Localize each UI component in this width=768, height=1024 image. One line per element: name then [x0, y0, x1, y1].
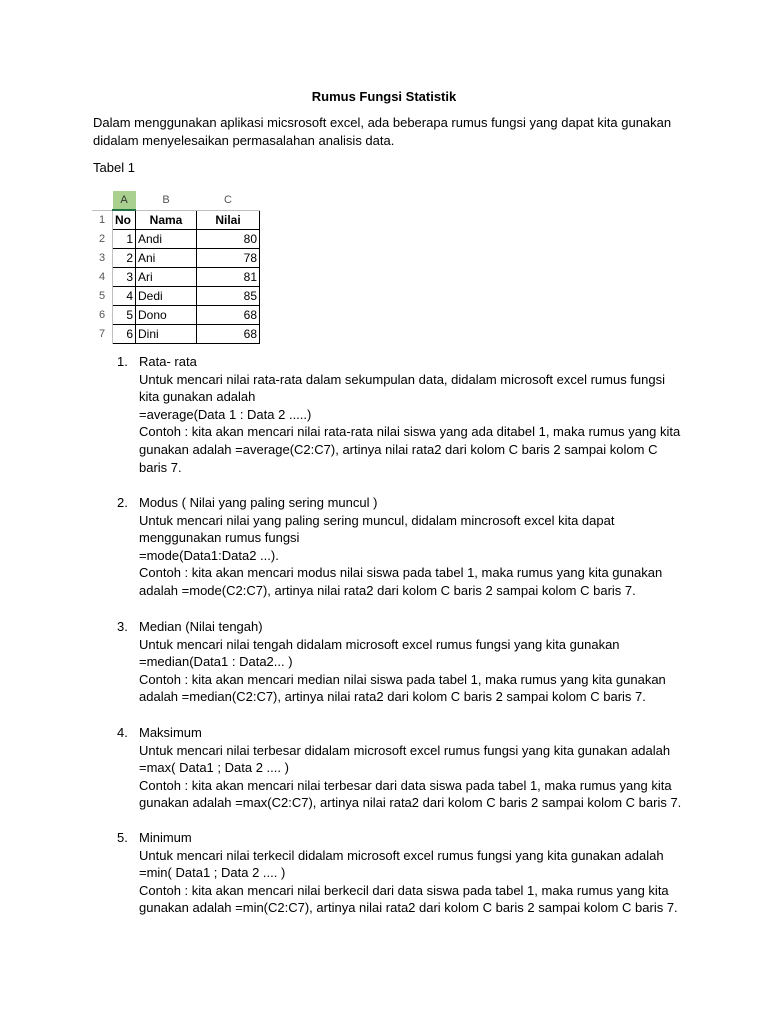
- cell-nama: Ani: [136, 249, 197, 268]
- cell-no: 5: [113, 306, 136, 325]
- item-number: 2.: [117, 495, 128, 510]
- table-row: [92, 306, 260, 325]
- table-row: [92, 325, 260, 344]
- item-formula: =min( Data1 ; Data 2 .... ): [139, 865, 286, 881]
- row-number: 7: [92, 325, 113, 344]
- item-description: Untuk mencari nilai rata-rata dalam sekumpulan data, didalam microsoft excel rumus fungsi kita gunakan adalah: [139, 371, 666, 405]
- cell-nilai: 80: [197, 230, 260, 249]
- item-number: 3.: [117, 619, 128, 634]
- intro-paragraph: Dalam menggunakan aplikasi micsrosoft excel, ada beberapa rumus fungsi yang dapat kita gunakan didalam menyelesaikan permasalahan analisis data.: [93, 115, 672, 148]
- cell-nama: Dedi: [136, 287, 197, 306]
- cell-nama: Ari: [136, 268, 197, 287]
- header-cell-nama: Nama: [136, 210, 197, 230]
- column-header-b: B: [136, 191, 197, 210]
- row-number: 2: [92, 230, 113, 249]
- item-heading: Minimum: [139, 830, 192, 845]
- item-example: Contoh : kita akan mencari median nilai siswa pada tabel 1, maka rumus yang kita gunakan adalah =median(C2:C7), artinya nilai rata2 dari kolom C baris 2 sampai kolom C baris 7.: [139, 671, 666, 705]
- header-cell-no: No: [113, 210, 136, 230]
- header-cell-nilai: Nilai: [197, 210, 260, 230]
- cell-nilai: 78: [197, 249, 260, 268]
- item-description: Untuk mencari nilai terbesar didalam microsoft excel rumus fungsi yang kita gunakan adalah: [139, 742, 671, 758]
- item-number: 5.: [117, 830, 128, 845]
- item-example: Contoh : kita akan mencari nilai berkecil dari data siswa pada tabel 1, maka rumus yang kita gunakan adalah =min(C2:C7), artinya nilai rata2 dari kolom C baris 2 sampai kolom C baris 7.: [139, 882, 678, 916]
- column-header-row: [92, 191, 260, 210]
- row-number: 5: [92, 287, 113, 306]
- table-row: [92, 230, 260, 249]
- table-row: [92, 287, 260, 306]
- cell-no: 4: [113, 287, 136, 306]
- cell-nilai: 81: [197, 268, 260, 287]
- item-formula: =median(Data1 : Data2... ): [139, 654, 293, 670]
- item-heading: Rata- rata: [139, 354, 197, 369]
- item-heading: Median (Nilai tengah): [139, 619, 263, 634]
- item-example: Contoh : kita akan mencari nilai terbesar dari data siswa pada tabel 1, maka rumus yang kita gunakan adalah =max(C2:C7), artinya nilai rata2 dari kolom C baris 2 sampai kolom C baris 7.: [139, 777, 682, 811]
- document-title: Rumus Fungsi Statistik: [311, 89, 457, 104]
- item-example: Contoh : kita akan mencari nilai rata-rata nilai siswa yang ada ditabel 1, maka rumus yang kita gunakan adalah =average(C2:C7), artinya nilai rata2 dari kolom C baris 2 sampai kolom C baris 7.: [139, 424, 681, 475]
- spreadsheet-table: [92, 191, 260, 344]
- item-number: 1.: [117, 354, 128, 369]
- item-example: Contoh : kita akan mencari modus nilai siswa pada tabel 1, maka rumus yang kita gunakan adalah =mode(C2:C7), artinya nilai rata2 dari kolom C baris 2 sampai kolom C baris 7.: [139, 565, 663, 598]
- cell-nama: Andi: [136, 230, 197, 249]
- table-row: [92, 249, 260, 268]
- table-label: Tabel 1: [93, 160, 135, 175]
- column-header-c: C: [197, 191, 260, 210]
- row-number: 1: [92, 210, 113, 230]
- column-header-a: A: [113, 191, 136, 210]
- cell-no: 6: [113, 325, 136, 344]
- cell-nilai: 68: [197, 306, 260, 325]
- item-formula: =max( Data1 ; Data 2 .... ): [139, 760, 289, 776]
- cell-nilai: 85: [197, 287, 260, 306]
- table-header-row: [92, 210, 260, 230]
- item-formula: =average(Data 1 : Data 2 .....): [139, 406, 312, 422]
- item-description: Untuk mencari nilai terkecil didalam microsoft excel rumus fungsi yang kita gunakan adalah: [139, 847, 664, 863]
- item-heading: Modus ( Nilai yang paling sering muncul ): [139, 495, 378, 510]
- cell-no: 3: [113, 268, 136, 287]
- item-description: Untuk mencari nilai yang paling sering muncul, didalam mincrosoft excel kita dapat menggunakan rumus fungsi: [139, 512, 615, 546]
- row-number: 3: [92, 249, 113, 268]
- cell-no: 1: [113, 230, 136, 249]
- table-row: [92, 268, 260, 287]
- cell-nilai: 68: [197, 325, 260, 344]
- corner-cell: [92, 191, 113, 210]
- row-number: 4: [92, 268, 113, 287]
- item-heading: Maksimum: [139, 725, 202, 740]
- cell-nama: Dono: [136, 306, 197, 325]
- row-number: 6: [92, 306, 113, 325]
- cell-no: 2: [113, 249, 136, 268]
- item-description: Untuk mencari nilai tengah didalam microsoft excel rumus fungsi yang kita gunakan: [139, 636, 620, 652]
- item-formula: =mode(Data1:Data2 ...).: [139, 547, 279, 563]
- cell-nama: Dini: [136, 325, 197, 344]
- item-number: 4.: [117, 725, 128, 740]
